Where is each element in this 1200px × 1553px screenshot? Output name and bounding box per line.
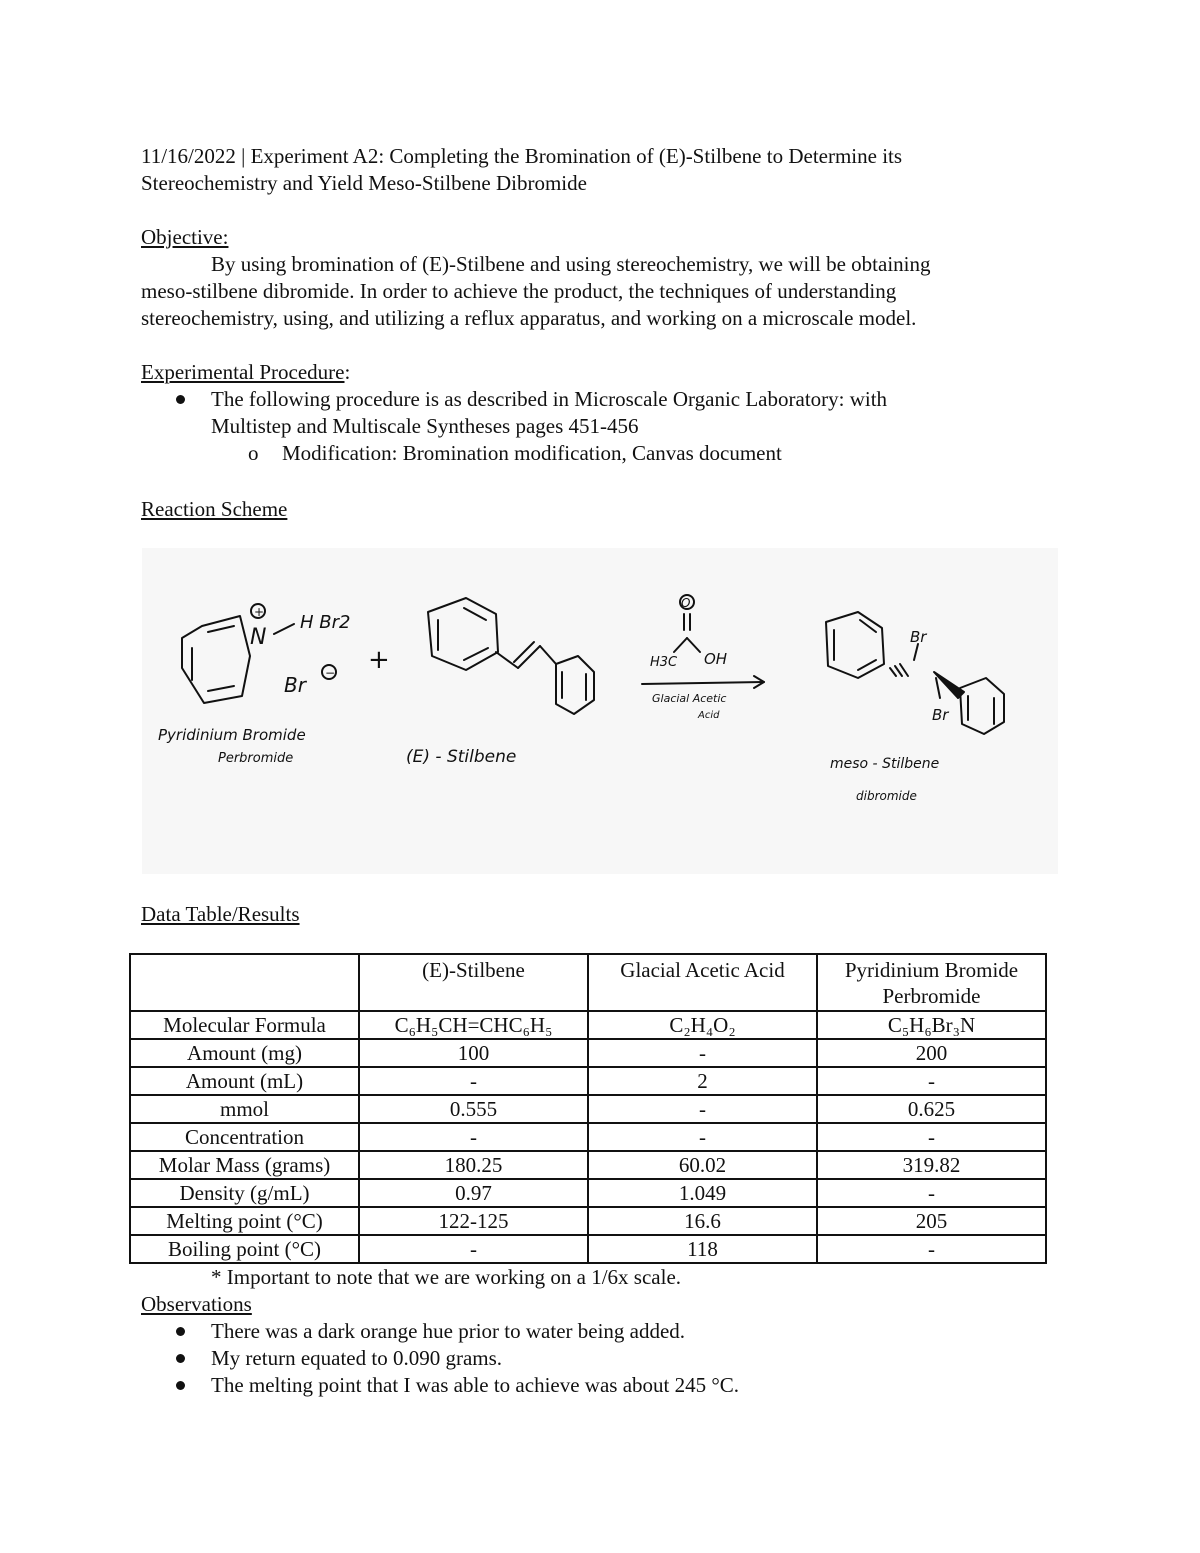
table-cell: 60.02: [588, 1151, 817, 1179]
table-cell: C₂H₄O₂: [588, 1011, 817, 1039]
table-header-row: [130, 954, 1046, 1011]
product-br-top-label: Br: [910, 628, 927, 646]
bullet-icon: [176, 395, 185, 404]
table-cell: Amount (mg): [130, 1039, 359, 1067]
table-row: [130, 1039, 1046, 1067]
table-cell: -: [359, 1123, 588, 1151]
table-cell: -: [817, 1123, 1046, 1151]
table-row: [130, 1235, 1046, 1263]
plus-charge-label: +: [254, 605, 265, 619]
table-row: [130, 1067, 1046, 1095]
table-row: [130, 1179, 1046, 1207]
product-label-line1: meso - Stilbene: [830, 756, 940, 772]
document-title-line-2: Stereochemistry and Yield Meso-Stilbene Dibromide: [141, 171, 587, 195]
objective-line-3: stereochemistry, using, and utilizing a reflux apparatus, and working on a microscale model.: [141, 306, 917, 330]
reagent1-label-line2: Perbromide: [218, 751, 294, 766]
procedure-heading-wrap: [141, 359, 350, 386]
procedure-sub-item: Modification: Bromination modification, Canvas document: [282, 441, 782, 465]
arrow-label-line2: Acid: [698, 710, 720, 721]
observations-heading: Observations: [141, 1292, 252, 1316]
table-cell: 118: [588, 1235, 817, 1263]
table-cell: 16.6: [588, 1207, 817, 1235]
table-cell: -: [588, 1095, 817, 1123]
table-cell: C₆H₅CH=CHC₆H₅: [359, 1011, 588, 1039]
objective-line-2: meso-stilbene dibromide. In order to achieve the product, the techniques of understanding: [141, 279, 897, 303]
reagent2-label: (E) - Stilbene: [406, 747, 517, 767]
objective-line-1: By using bromination of (E)-Stilbene and using stereochemistry, we will be obtaining: [211, 252, 931, 276]
table-cell: 319.82: [817, 1151, 1046, 1179]
table-cell: -: [359, 1235, 588, 1263]
sub-bullet-icon: o: [248, 441, 259, 465]
acid-o-label: O: [681, 596, 691, 610]
table-cell: -: [817, 1235, 1046, 1263]
table-row: [130, 1207, 1046, 1235]
procedure-heading-colon: :: [344, 360, 351, 384]
bullet-icon: [176, 1327, 185, 1336]
table-cell: C₅H₆Br₃N: [817, 1011, 1046, 1039]
table-cell: -: [588, 1123, 817, 1151]
procedure-bullet-line-2: Multistep and Multiscale Syntheses pages 451-456: [211, 414, 639, 438]
bromide-counterion-label: Br: [284, 673, 306, 697]
table-header-cell: Glacial Acetic Acid: [588, 954, 817, 1011]
nitrogen-label: N: [250, 625, 267, 650]
table-cell: Molecular Formula: [130, 1011, 359, 1039]
table-cell: 180.25: [359, 1151, 588, 1179]
table-cell: 2: [588, 1067, 817, 1095]
table-header-cell: [130, 954, 359, 1011]
observation-item: My return equated to 0.090 grams.: [211, 1346, 503, 1370]
table-cell: -: [817, 1179, 1046, 1207]
observation-item: There was a dark orange hue prior to water being added.: [211, 1319, 686, 1343]
document-title-line-1: 11/16/2022 | Experiment A2: Completing the Bromination of (E)-Stilbene to Determine its: [141, 144, 903, 168]
table-header-cell: (E)-Stilbene: [359, 954, 588, 1011]
data-table: [129, 953, 1047, 1264]
table-cell: Boiling point (°C): [130, 1235, 359, 1263]
table-cell: 0.555: [359, 1095, 588, 1123]
plus-sign: +: [368, 645, 390, 675]
table-cell: 200: [817, 1039, 1046, 1067]
table-cell: -: [359, 1067, 588, 1095]
data-table-heading: Data Table/Results: [141, 902, 300, 926]
procedure-heading: Experimental Procedure: [141, 360, 345, 384]
table-cell: Amount (mL): [130, 1067, 359, 1095]
acid-h3c-label: H3C: [650, 655, 678, 670]
acid-oh-label: OH: [704, 650, 728, 668]
table-row: [130, 1123, 1046, 1151]
table-cell: Melting point (°C): [130, 1207, 359, 1235]
product-label-line2: dibromide: [856, 789, 917, 803]
reagent1-label-line1: Pyridinium Bromide: [158, 726, 306, 744]
minus-charge-label: −: [325, 666, 336, 680]
table-cell: 0.97: [359, 1179, 588, 1207]
bullet-icon: [176, 1354, 185, 1363]
reaction-scheme-heading: Reaction Scheme: [141, 497, 288, 521]
table-cell: Density (g/mL): [130, 1179, 359, 1207]
table-cell: -: [588, 1039, 817, 1067]
table-row: [130, 1151, 1046, 1179]
procedure-bullet-line-1: The following procedure is as described in Microscale Organic Laboratory: with: [211, 387, 888, 411]
table-cell: Molar Mass (grams): [130, 1151, 359, 1179]
reaction-arrow: [642, 682, 764, 684]
table-cell: 0.625: [817, 1095, 1046, 1123]
scale-note: * Important to note that we are working on a 1/6x scale.: [211, 1265, 682, 1289]
bullet-icon: [176, 1381, 185, 1390]
arrow-label-line1: Glacial Acetic: [652, 692, 727, 705]
table-cell: 122-125: [359, 1207, 588, 1235]
table-header-cell: Pyridinium Bromide Perbromide: [817, 954, 1046, 1011]
observation-item: The melting point that I was able to achieve was about 245 °C.: [211, 1373, 740, 1397]
reaction-scheme-image: [142, 548, 1058, 874]
table-cell: Concentration: [130, 1123, 359, 1151]
table-cell: 1.049: [588, 1179, 817, 1207]
table-cell: 100: [359, 1039, 588, 1067]
table-cell: 205: [817, 1207, 1046, 1235]
table-row: [130, 1011, 1046, 1039]
product-ring-right: [960, 678, 1004, 734]
table-cell: -: [817, 1067, 1046, 1095]
hbr2-label: H Br2: [300, 612, 351, 633]
objective-heading: Objective:: [141, 225, 229, 249]
reaction-scheme-drawing: [142, 548, 1058, 874]
table-row: [130, 1095, 1046, 1123]
product-br-bottom-label: Br: [932, 706, 949, 724]
table-cell: mmol: [130, 1095, 359, 1123]
